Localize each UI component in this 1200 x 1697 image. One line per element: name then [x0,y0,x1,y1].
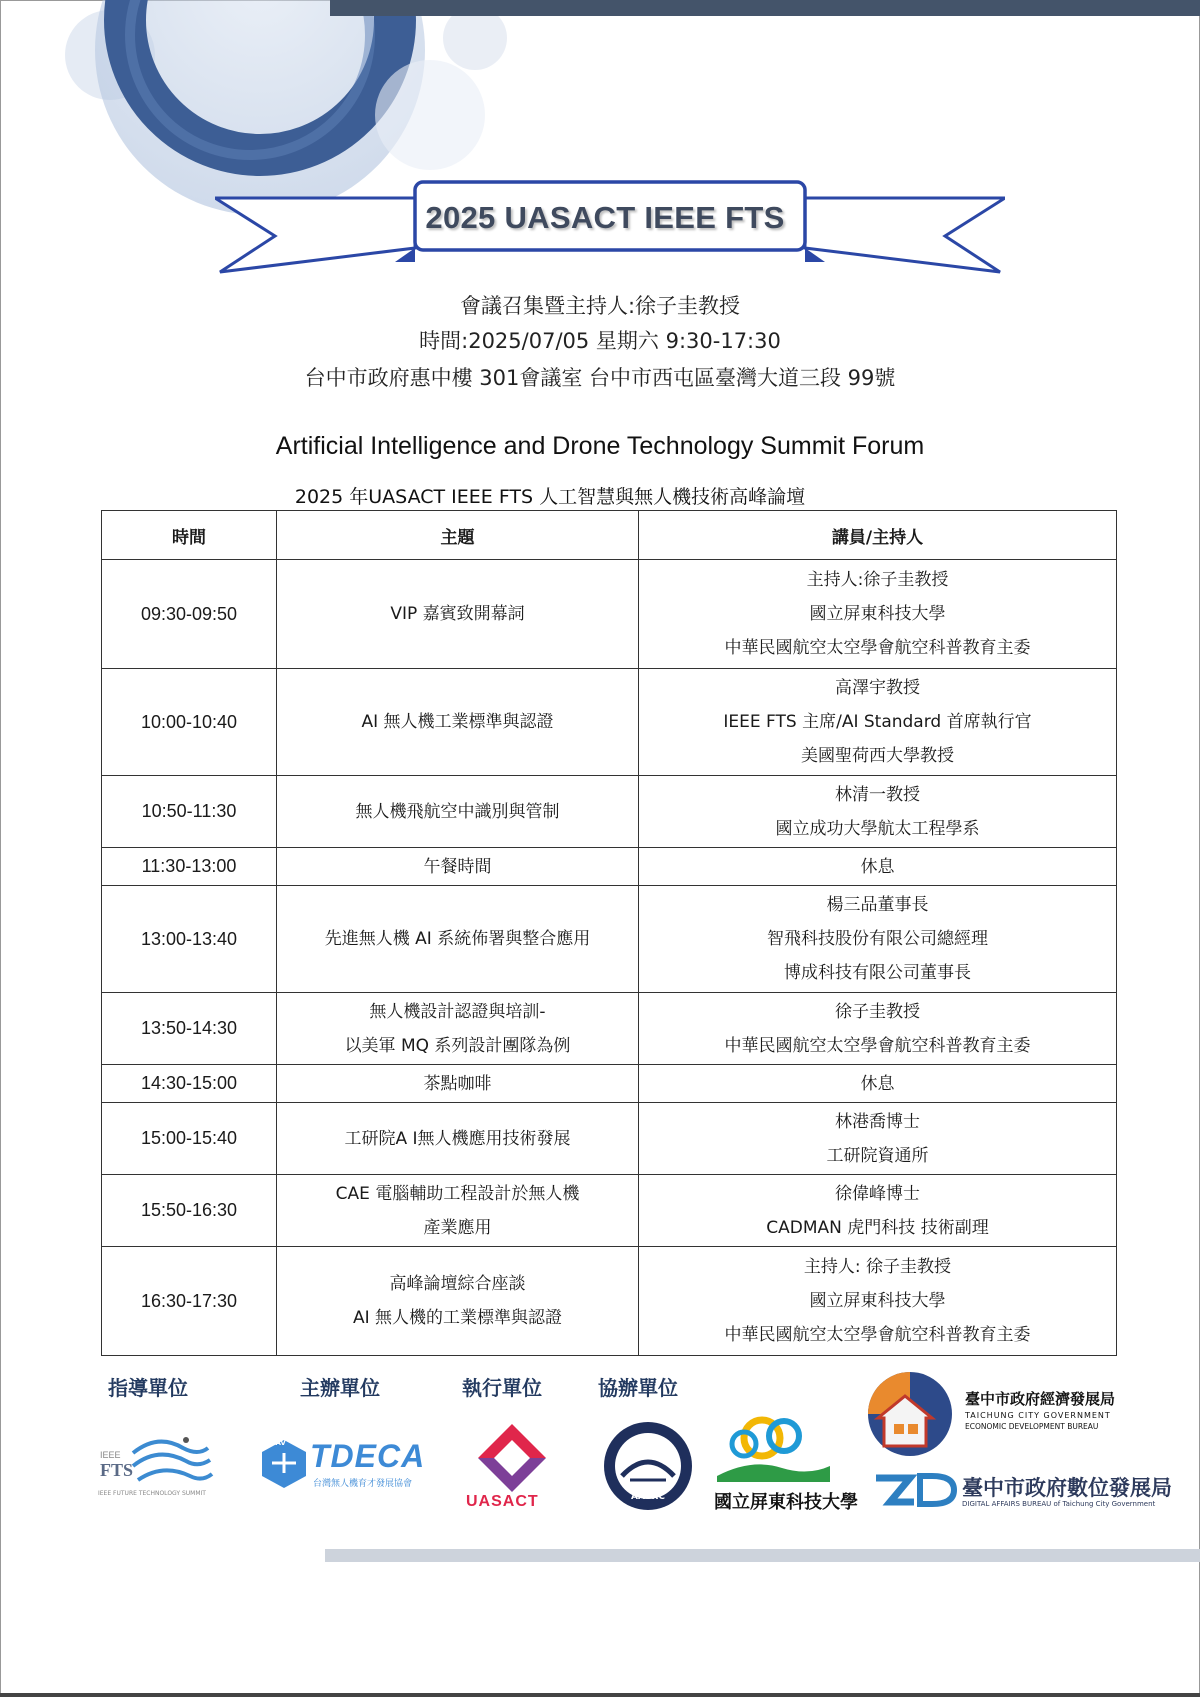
speaker-line: 國立成功大學航太工程學系 [775,818,980,839]
table-row [102,1103,1117,1175]
speaker-line: 國立屏東科技大學 [809,1291,946,1311]
npust-logo-text: 國立屏東科技大學 [714,1492,858,1513]
table-row [102,886,1117,993]
speaker-line: 中華民國航空太空學會航空科普教育主委 [724,1035,1031,1056]
econ-bureau-en1: TAICHUNG CITY GOVERNMENT [965,1411,1111,1420]
cell-speaker [639,1247,1117,1356]
digital-bureau-logo [870,1470,1170,1515]
cell-topic [277,886,639,993]
cell-topic [277,560,639,669]
table-row [102,1247,1117,1356]
table-row [102,776,1117,848]
tdeca-badge: UAV [270,1439,286,1447]
cell-speaker [639,1103,1117,1175]
header-speaker: 講員/主持人 [639,511,1117,560]
header-time: 時間 [102,511,277,560]
topic-line: CAE 電腦輔助工程設計於無人機 [335,1183,580,1204]
fts-logo-top: IEEE [100,1450,121,1460]
speaker-line: 休息 [860,1073,895,1094]
label-guiding: 指導單位 [108,1376,188,1400]
label-executing: 執行單位 [462,1376,542,1400]
agenda-table [101,510,1117,1356]
tdeca-logo [258,1438,428,1488]
cell-speaker [639,1065,1117,1103]
cell-speaker [639,886,1117,993]
aasrc-logo-text: AASRC [631,1492,665,1502]
speaker-line: 工研院資通所 [826,1145,929,1166]
cell-topic [277,669,639,776]
speaker-line: IEEE FTS 主席/AI Standard 首席執行官 [723,712,1032,732]
cell-speaker [639,993,1117,1065]
speaker-line: 主持人:徐子圭教授 [806,570,949,590]
tdeca-logo-sub: 台灣無人機育才發展協會 [313,1479,413,1489]
table-row [102,993,1117,1065]
table-row [102,1175,1117,1247]
topic-line: 先進無人機 AI 系統佈署與整合應用 [324,929,591,949]
digital-bureau-zh: 臺中市政府數位發展局 [962,1476,1172,1500]
venue-line: 台中市政府惠中樓 301會議室 台中市西屯區臺灣大道三段 99號 [304,366,896,390]
topic-line: VIP 嘉賓致開幕詞 [390,604,525,624]
topic-line: 產業應用 [423,1217,492,1238]
top-accent-bar [330,0,1200,16]
uasact-logo-text: UASACT [466,1493,539,1510]
tdeca-logo-main: TDECA [310,1438,426,1474]
topic-line: 午餐時間 [423,856,492,877]
cell-time: 15:50-16:30 [102,1175,277,1247]
econ-bureau-zh: 臺中市政府經濟發展局 [965,1390,1116,1408]
topic-line: AI 無人機工業標準與認證 [361,712,554,732]
label-co-organizer: 協辦單位 [598,1376,678,1400]
topic-line: 無人機飛航空中識別與管制 [355,801,560,822]
cell-speaker [639,560,1117,669]
bottom-accent-bar [325,1549,1200,1562]
npust-logo [712,1414,858,1514]
table-row [102,848,1117,886]
topic-line: 高峰論壇綜合座談 [389,1274,526,1294]
topic-line: 茶點咖啡 [423,1073,492,1094]
table-row [102,560,1117,669]
cell-topic [277,993,639,1065]
aasrc-logo [600,1418,696,1514]
cell-topic [277,1247,639,1356]
cell-time: 10:00-10:40 [102,669,277,776]
speaker-line: 休息 [860,856,895,877]
speaker-line: 徐偉峰博士 [835,1183,920,1204]
econ-bureau-logo [860,1366,1116,1461]
speaker-line: 楊三品董事長 [826,895,929,915]
topic-line: AI 無人機的工業標準與認證 [352,1308,563,1328]
econ-bureau-en2: ECONOMIC DEVELOPMENT BUREAU [965,1422,1099,1431]
convener-line: 會議召集暨主持人:徐子圭教授 [459,294,741,318]
speaker-line: 林港喬博士 [835,1111,920,1132]
fts-logo-main: FTS [100,1460,134,1480]
fts-logo [98,1428,218,1503]
speaker-line: 林清一教授 [835,784,920,805]
forum-title-zh: 2025 年UASACT IEEE FTS 人工智慧與無人機技術高峰論壇 [294,486,806,508]
speaker-line: 中華民國航空太空學會航空科普教育主委 [724,1325,1031,1345]
fts-logo-sub: IEEE FUTURE TECHNOLOGY SUMMIT [98,1490,206,1497]
speaker-line: 博成科技有限公司董事長 [784,963,971,983]
forum-title-en: Artificial Intelligence and Drone Technology Summit Forum [275,432,925,460]
cell-time: 15:00-15:40 [102,1103,277,1175]
speaker-line: 中華民國航空太空學會航空科普教育主委 [724,638,1031,658]
forum-title-zh-wrap [0,482,1200,509]
topic-line: 工研院A I無人機應用技術發展 [344,1128,571,1149]
cell-time: 09:30-09:50 [102,560,277,669]
speaker-line: 徐子圭教授 [835,1001,920,1022]
time-line: 時間:2025/07/05 星期六 9:30-17:30 [419,329,781,353]
speaker-line: 高澤宇教授 [835,678,920,698]
cell-speaker [639,776,1117,848]
cell-topic [277,1175,639,1247]
speaker-line: 智飛科技股份有限公司總經理 [767,929,988,949]
topic-line: 無人機設計認證與培訓- [369,1001,546,1022]
bottom-edge [0,1693,1200,1697]
cell-speaker [639,848,1117,886]
topic-line: 以美軍 MQ 系列設計團隊為例 [344,1035,571,1056]
digital-bureau-en: DIGITAL AFFAIRS BUREAU of Taichung City Government [962,1500,1156,1508]
cell-time: 16:30-17:30 [102,1247,277,1356]
cell-topic [277,1103,639,1175]
header-topic: 主題 [277,511,639,560]
speaker-line: 主持人: 徐子圭教授 [803,1257,952,1277]
speaker-line: 國立屏東科技大學 [809,604,946,624]
cell-topic [277,848,639,886]
table-row [102,1065,1117,1103]
cell-time: 10:50-11:30 [102,776,277,848]
uasact-logo [462,1420,562,1515]
cell-time: 11:30-13:00 [102,848,277,886]
cell-time: 13:50-14:30 [102,993,277,1065]
cell-speaker [639,669,1117,776]
label-host: 主辦單位 [300,1376,380,1400]
speaker-line: CADMAN 虎門科技 技術副理 [766,1217,989,1238]
table-row [102,669,1117,776]
cell-topic [277,776,639,848]
speaker-line: 美國聖荷西大學教授 [801,746,954,766]
cell-topic [277,1065,639,1103]
table-header-row [102,511,1117,560]
cell-time: 14:30-15:00 [102,1065,277,1103]
title-banner [215,178,1005,278]
banner-title: 2025 UASACT IEEE FTS [425,200,785,235]
cell-time: 13:00-13:40 [102,886,277,993]
cell-speaker [639,1175,1117,1247]
